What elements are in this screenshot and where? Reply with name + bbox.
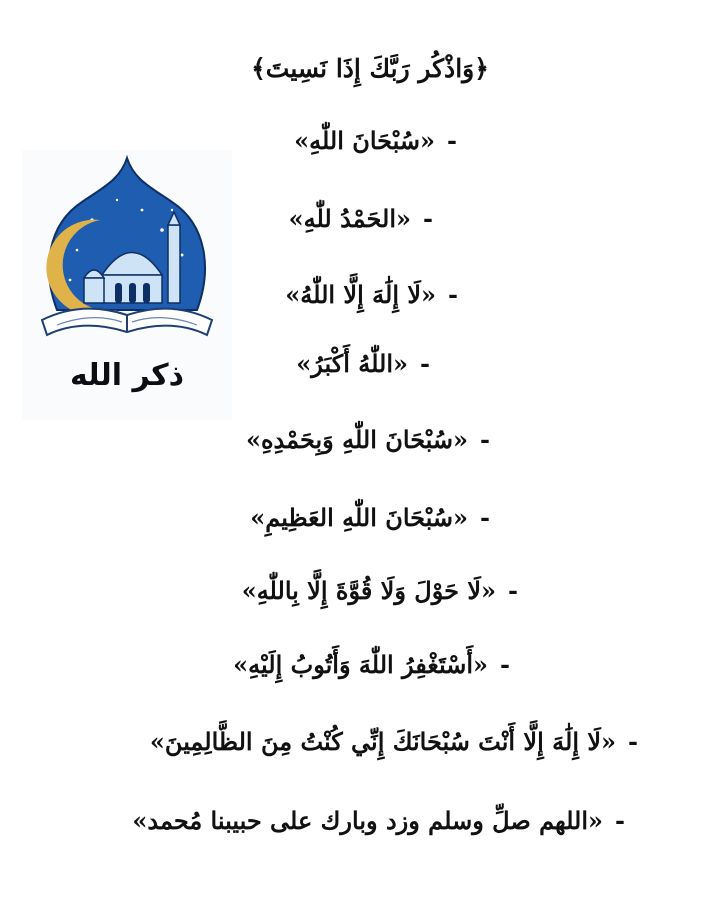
dhikr-line xyxy=(294,121,457,161)
dash: - xyxy=(448,280,458,309)
dhikr-line xyxy=(242,571,518,611)
dash: - xyxy=(480,425,490,454)
logo-title: ذكر الله xyxy=(70,358,184,393)
dhikr-text: «سُبْحَانَ اللّٰهِ وَبِحَمْدِهِ» xyxy=(245,425,469,454)
dhikr-line xyxy=(289,199,433,239)
dhikr-line xyxy=(285,275,458,315)
dhikr-text: «اللّٰهُ أَكْبَرُ» xyxy=(296,349,409,378)
dash: - xyxy=(480,503,490,532)
dash: - xyxy=(447,126,457,155)
dhikr-text: «لَا إِلَٰهَ إِلَّا اللّٰهُ» xyxy=(285,280,437,309)
dhikr-line xyxy=(250,498,490,538)
dhikr-line xyxy=(150,722,638,762)
dhikr-line xyxy=(246,420,490,460)
dhikr-line xyxy=(233,645,510,685)
dash: - xyxy=(420,349,430,378)
dash: - xyxy=(423,204,433,233)
dhikr-text: «لَا إِلَٰهَ إِلَّا أَنْتَ سُبْحَانَكَ إِنِّي كُنْتُ مِنَ الظَّالِمِينَ» xyxy=(149,727,617,756)
dhikr-line xyxy=(132,801,625,841)
dash: - xyxy=(508,576,518,605)
mosque-crescent-book-icon xyxy=(22,150,232,360)
dhikr-text: «سُبْحَانَ اللّٰهِ العَظِيمِ» xyxy=(250,503,469,532)
dash: - xyxy=(628,727,638,756)
dash: - xyxy=(500,650,510,679)
dhikr-text: «سُبْحَانَ اللّٰهِ» xyxy=(294,126,436,155)
dhikr-logo xyxy=(22,150,232,420)
dhikr-text: «لَا حَوْلَ وَلَا قُوَّةَ إِلَّا بِاللّٰهِ» xyxy=(241,576,497,605)
dhikr-text: «أَسْتَغْفِرُ اللّٰهَ وَأَتُوبُ إِلَيْهِ» xyxy=(233,650,489,679)
dhikr-text: «الحَمْدُ للّٰهِ» xyxy=(288,204,412,233)
dhikr-line xyxy=(296,344,430,384)
dash: - xyxy=(615,806,625,835)
dhikr-text: «اللهم صلِّ وسلم وزد وبارك على حبيبنا مُحمد» xyxy=(132,806,604,835)
verse-heading: ﴿وَاذْكُر رَبَّكَ إِذَا نَسِيتَ﴾ xyxy=(251,54,489,83)
